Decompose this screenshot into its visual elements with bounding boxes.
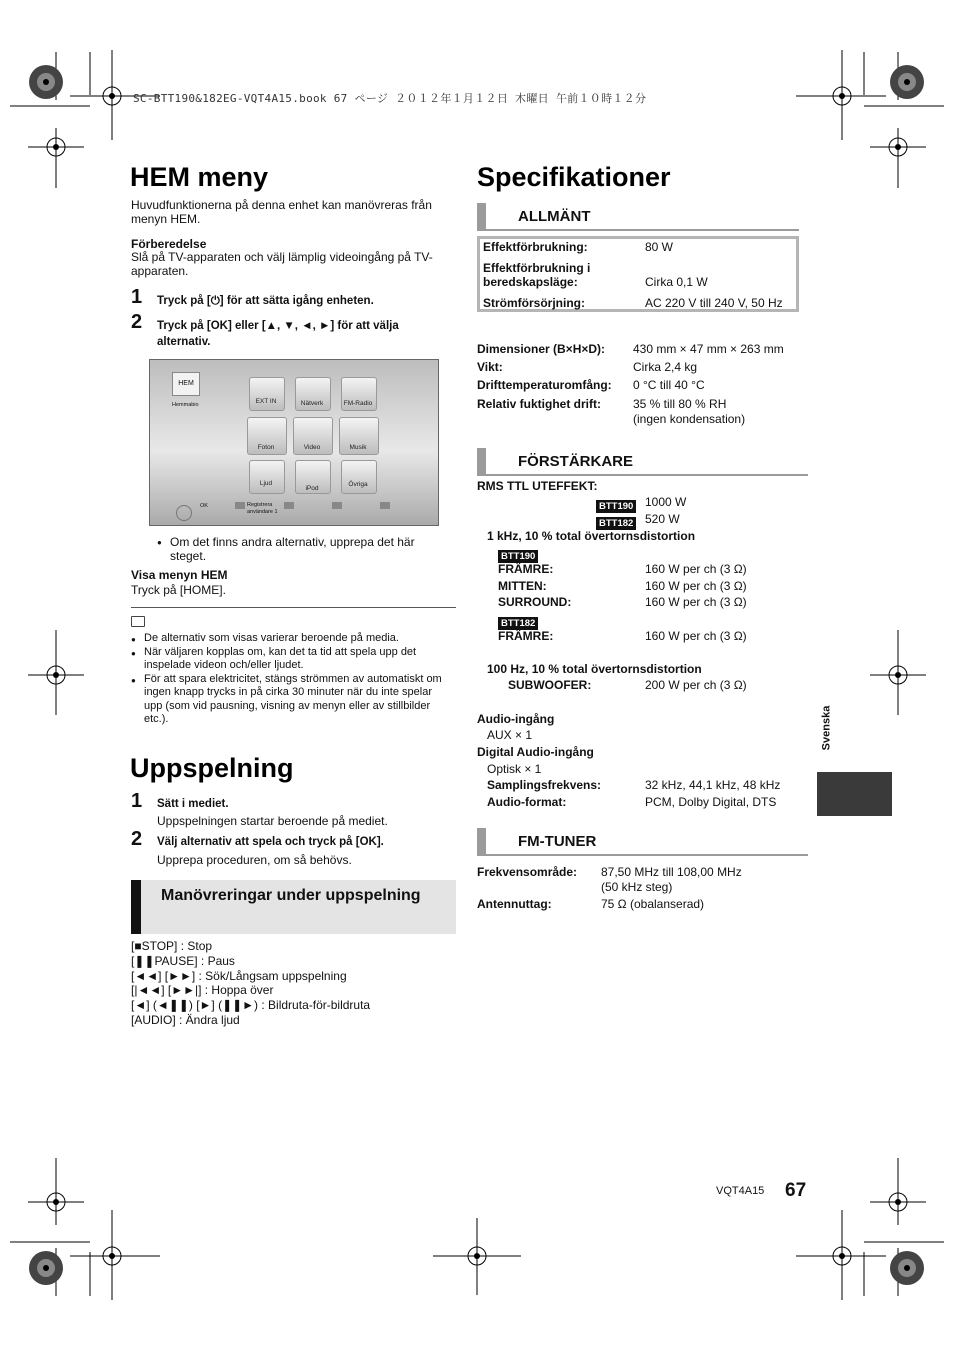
- section-forstarkare: [477, 448, 808, 476]
- section-fm-tuner: [477, 828, 808, 856]
- vikt-value: Cirka 2,4 kg: [633, 360, 698, 374]
- playback-ops-list: [131, 939, 370, 1028]
- btt182-tag: BTT182: [596, 513, 636, 531]
- foton-label: Foton: [257, 444, 275, 451]
- digital-in-label: Digital Audio-ingång: [477, 745, 594, 759]
- btt190-tag: BTT190: [596, 496, 636, 514]
- file-header-line: SC-BTT190&182EG-VQT4A15.book 67 ページ ２０１２年１月１２日 木曜日 午前１０時１２分: [133, 92, 647, 105]
- fukt-value-2: (ingen kondensation): [633, 412, 746, 426]
- subwoofer-value: 200 W per ch (3 Ω): [645, 678, 747, 692]
- language-label-wrap: [812, 700, 842, 760]
- op-skip: [|◄◄] [►►|] : Hoppa över: [131, 983, 274, 998]
- op-frame: [◄] (◄❚❚) [►] (❚❚►) : Bildruta-för-bildruta: [131, 998, 371, 1013]
- language-tab: [817, 772, 892, 816]
- ljud-label: Ljud: [259, 480, 273, 487]
- subwoofer-label: SUBWOOFER:: [508, 678, 592, 692]
- note-item: ● De alternativ som visas varierar beroende på media.: [131, 632, 451, 646]
- ext-in-label: EXT IN: [255, 398, 277, 405]
- visa-title: Visa menyn HEM: [131, 568, 228, 582]
- prep-title: Förberedelse: [131, 237, 207, 251]
- home-menu-screen: [149, 359, 439, 526]
- doc-code: VQT4A15: [716, 1185, 765, 1197]
- ljud-item[interactable]: [249, 460, 285, 494]
- musik-label: Musik: [349, 444, 367, 451]
- fm-radio-label: FM-Radio: [343, 400, 373, 407]
- video-label: Video: [303, 444, 321, 451]
- standby-value: Cirka 0,1 W: [645, 275, 708, 289]
- upp-step2-number: 2: [131, 828, 143, 850]
- yellow-key-icon: [332, 502, 342, 509]
- playback-ops-title: Manövreringar under uppspelning: [161, 887, 421, 904]
- rms-label: RMS TTL UTEFFEKT:: [477, 479, 598, 493]
- drift-value: 0 °C till 40 °C: [633, 378, 705, 392]
- mitten-label: MITTEN:: [498, 579, 547, 593]
- section-allmant-label: ALLMÄNT: [518, 208, 591, 225]
- aux-value: AUX × 1: [487, 728, 533, 742]
- fukt-label: Relativ fuktighet drift:: [477, 397, 602, 411]
- upp-step1-text: Sätt i mediet.: [157, 798, 229, 810]
- format-label: Audio-format:: [487, 795, 567, 809]
- step1-number: 1: [131, 286, 143, 308]
- ovriga-item[interactable]: [341, 460, 377, 494]
- frek-label: Frekvensområde:: [477, 865, 578, 879]
- blue-key-icon: [380, 502, 390, 509]
- page-number: 67: [785, 1180, 807, 1201]
- framre182-value: 160 W per ch (3 Ω): [645, 629, 747, 643]
- bullet-list-hem: [157, 535, 447, 563]
- vikt-label: Vikt:: [477, 360, 503, 374]
- standby-label: Effektförbrukning i beredskapsläge:: [483, 261, 591, 289]
- op-stop: [■STOP] : Stop: [131, 939, 213, 953]
- hemmabio-label: Hemmabio: [172, 402, 199, 408]
- ok-disc-icon: [176, 505, 192, 521]
- note-book-icon: [131, 616, 145, 627]
- hz-title: 100 Hz, 10 % total övertornsdistortion: [487, 662, 702, 676]
- supply-value: AC 220 V till 240 V, 50 Hz: [645, 296, 783, 310]
- red-key-icon: [235, 502, 245, 509]
- drift-label: Drifttemperaturomfång:: [477, 378, 612, 392]
- ovriga-label: Övriga: [348, 481, 368, 488]
- ant-label: Antennuttag:: [477, 897, 552, 911]
- dim-label: Dimensioner (B×H×D):: [477, 342, 606, 356]
- green-key-icon: [284, 502, 294, 509]
- bullet-item: ● Om det finns andra alternativ, upprepa det här steget.: [157, 535, 447, 563]
- playback-ops-box: [131, 880, 456, 934]
- notes-list: [131, 632, 451, 727]
- upp-step2-sub: Upprepa proceduren, om så behövs.: [157, 853, 352, 867]
- surround-label: SURROUND:: [498, 595, 572, 609]
- dim-value: 430 mm × 47 mm × 263 mm: [633, 342, 784, 356]
- optical-value: Optisk × 1: [487, 762, 542, 776]
- supply-label: Strömförsörjning:: [483, 296, 585, 310]
- upp-step1-number: 1: [131, 790, 143, 812]
- khz-title: 1 kHz, 10 % total övertornsdistortion: [487, 529, 696, 543]
- note-item: ● För att spara elektricitet, stängs strömmen av automatiskt om ingen knapp trycks in på cirka 30 minuter när du inte spelar upp (som vid pausning, visning av menyn eller av stillbilder etc.).: [131, 673, 451, 727]
- btt182-tag-2: BTT182: [498, 613, 538, 631]
- step2-text: Tryck på [OK] eller [▲, ▼, ◄, ►] för att välja alternativ.: [157, 320, 399, 348]
- fukt-value: 35 % till 80 % RH: [633, 397, 727, 411]
- network-label: Nätverk: [300, 400, 324, 407]
- register-user-label: Registrera användare 1: [247, 502, 278, 515]
- samp-value: 32 kHz, 44,1 kHz, 48 kHz: [645, 778, 781, 792]
- hem-label-box: HEM: [172, 372, 200, 396]
- section-forstarkare-label: FÖRSTÄRKARE: [518, 453, 633, 470]
- samp-label: Samplingsfrekvens:: [487, 778, 602, 792]
- section-fm-label: FM-TUNER: [518, 833, 597, 850]
- language-label: Svenska: [820, 705, 833, 751]
- power-label: Effektförbrukning:: [483, 240, 588, 254]
- frek-value: 87,50 MHz till 108,00 MHz: [601, 865, 742, 879]
- upp-step1-sub: Uppspelningen startar beroende på mediet.: [157, 814, 388, 828]
- framre-value: 160 W per ch (3 Ω): [645, 562, 747, 576]
- spec-title: Specifikationer: [477, 162, 671, 192]
- btt190-tag-2: BTT190: [498, 546, 538, 564]
- framre-label: FRÄMRE:: [498, 562, 554, 576]
- uppspelning-title: Uppspelning: [130, 753, 294, 783]
- rms182-value: 520 W: [645, 512, 680, 526]
- frek-value-2: (50 kHz steg): [601, 880, 673, 894]
- upp-step2-text: Välj alternativ att spela och tryck på [OK].: [157, 836, 384, 848]
- step1-text: Tryck på [⏻] för att sätta igång enheten.: [157, 295, 374, 307]
- rms190-value: 1000 W: [645, 495, 687, 509]
- format-value: PCM, Dolby Digital, DTS: [645, 795, 777, 809]
- note-item: ● När väljaren kopplas om, kan det ta tid att spela upp det inspelade videon och/eller ljudet.: [131, 646, 451, 673]
- framre182-label: FRÄMRE:: [498, 629, 554, 643]
- op-search: [◄◄] [►►] : Sök/Långsam uppspelning: [131, 968, 347, 983]
- ipod-label: iPod: [305, 485, 319, 492]
- audio-in-label: Audio-ingång: [477, 712, 555, 726]
- visa-text: Tryck på [HOME].: [131, 583, 226, 597]
- section-allmant: [477, 203, 799, 231]
- ant-value: 75 Ω (obalanserad): [601, 897, 705, 911]
- prep-text: Slå på TV-apparaten och välj lämplig videoingång på TV-apparaten.: [131, 250, 433, 278]
- power-value: 80 W: [645, 240, 674, 254]
- step2-number: 2: [131, 311, 143, 333]
- note-divider: [131, 607, 456, 608]
- hem-intro: Huvudfunktionerna på denna enhet kan manövreras från menyn HEM.: [131, 198, 432, 226]
- surround-value: 160 W per ch (3 Ω): [645, 595, 747, 609]
- op-audio: [AUDIO] : Ändra ljud: [131, 1012, 240, 1027]
- op-pause: [❚❚PAUSE] : Paus: [131, 953, 235, 968]
- mitten-value: 160 W per ch (3 Ω): [645, 579, 747, 593]
- ok-label: OK: [200, 503, 208, 509]
- ext-in-item[interactable]: [249, 377, 285, 411]
- hem-title: HEM meny: [130, 162, 269, 192]
